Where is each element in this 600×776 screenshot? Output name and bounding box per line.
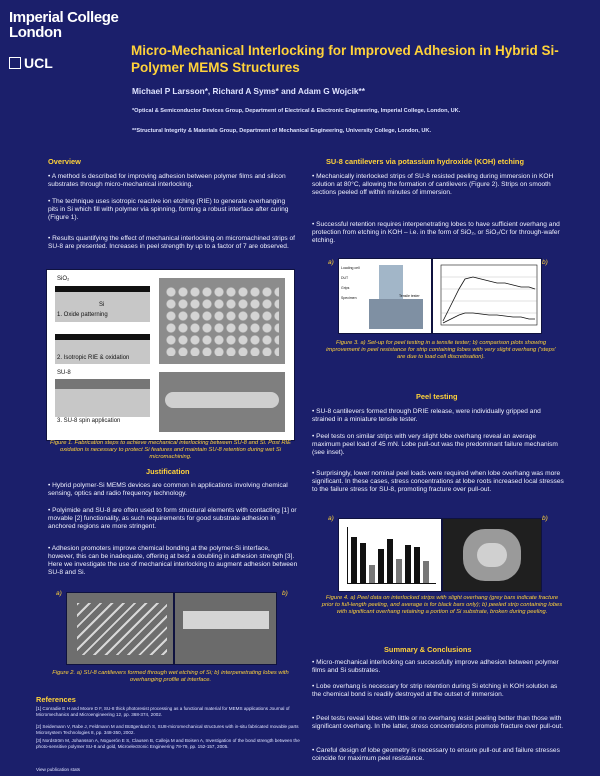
reference-3: [3] Nordström M, Johansson A, Noguerón E S, Clausen B, Calleja M and Boisen A, Investigation of the bond strength between the photo-sensitive polymer SU-8 and gold, Microelectronic Engineering 78-79, pp. 152-157, 2005. bbox=[36, 738, 300, 749]
fig1-step-3: 3. SU-8 spin application bbox=[57, 418, 121, 424]
peel-p2: • Peel tests on similar strips with very slight lobe overhang reveal an average maximum peel load of 45 mN. Lobe pull-out was the predominant failure mechanism (see inset). bbox=[312, 433, 558, 456]
affiliation-2: **Structural Integrity & Materials Group, Department of Mechanical Engineering, University College, London, UK. bbox=[132, 128, 432, 134]
figure-1-caption: Figure 1. Fabrication steps to achieve mechanical interlocking between SU-8 and Si. Post RIE oxidation is necessary to protect Si features and maintain SU-8 retention during wet Si micromachining. bbox=[49, 440, 291, 461]
summary-p4: • Careful design of lobe geometry is necessary to ensure pull-out and failure stresses coincide for maximum peel resistance. bbox=[312, 747, 560, 762]
fig3a-label-specimen: Specimen bbox=[341, 296, 357, 300]
fig4a-bar bbox=[396, 559, 402, 583]
figure-4b-label: b) bbox=[542, 515, 548, 522]
ucl-logo-text: UCL bbox=[24, 55, 53, 71]
fig4a-bar bbox=[414, 547, 420, 583]
summary-p2: • Lobe overhang is necessary for strip retention during Si etching in KOH solution as the chemical bond is readily destroyed at the outset of immersion. bbox=[312, 683, 558, 698]
fig1-micrograph-top bbox=[159, 278, 285, 364]
summary-p3: • Peel tests reveal lobes with little or no overhang resist peeling better than those with significant overhang. In the latter, stress concentrations promote fracture over pull-out. bbox=[312, 715, 564, 730]
view-publication-stats-link[interactable]: View publication stats bbox=[36, 767, 81, 772]
reference-1: [1] Conradie E H and Moore D F, SU-8 thick photoresist processing as a functional material for MEMS applications Journal of Micromechanics and Microengineering 12, pp. 368-374, 2002. bbox=[36, 706, 290, 717]
justification-p2: • Polyimide and SU-8 are often used to form structural elements with contacting [1] or movable [2] functionality, as such requirements for good substrate adhesion in anchored regions are more stringent. bbox=[48, 507, 297, 530]
figure-2-caption: Figure 2. a) SU-8 cantilevers formed through wet etching of Si; b) interpenetrating lobes with overhanging profile at interface. bbox=[52, 670, 289, 684]
summary-p1: • Micro-mechanical interlocking can successfully improve adhesion between polymer films and Si substrates. bbox=[312, 659, 559, 674]
ucl-logo bbox=[9, 55, 79, 71]
figure-4a bbox=[338, 518, 442, 592]
koh-p1: • Mechanically interlocked strips of SU-8 resisted peeling during immersion in KOH solution at 80°C, allowing the formation of cantilevers (Figure 2). Strips on smooth sections peeled off within minutes of immersion. bbox=[312, 173, 554, 196]
overview-heading: Overview bbox=[48, 157, 81, 166]
figure-2b bbox=[174, 592, 277, 665]
fig3b-plot-area bbox=[441, 265, 537, 325]
fig1-step-1: 1. Oxide patterning bbox=[57, 312, 108, 318]
justification-p3: • Adhesion promoters improve chemical bonding at the polymer-Si interface, however, this can be inadequate, offering at best a doubling in adhesion strength [3]. Here we investigate the use of mechanical interlocking to augment adhesion between SU-8 and Si. bbox=[48, 545, 298, 576]
figure-4a-label: a) bbox=[328, 515, 334, 522]
fig1-micrograph-bottom bbox=[159, 372, 285, 432]
fig3a-label-tensile-tester: Tensile tester bbox=[399, 294, 420, 298]
figure-4-caption: Figure 4. a) Peel data on interlocked strips with slight overhang (grey bars indicate fracture prior to full-length peeling, and average is for black bars only); b) peeled strip containing lobes with significant overhang retaining a portion of Si substrate, broken during peeling. bbox=[321, 595, 563, 616]
fig1-label-si: Si bbox=[99, 302, 105, 308]
peel-p1: • SU-8 cantilevers formed through DRIE release, were individually gripped and strained in a miniature tensile tester. bbox=[312, 408, 541, 423]
justification-heading: Justification bbox=[146, 467, 190, 476]
reference-2: [2] Seidemann V, Rabe J, Feldmann M and Büttgenbach S, SU8-micromechanical structures with in-situ fabricated movable parts Microsystem Technologies 8, pp. 348-350, 2002. bbox=[36, 724, 299, 735]
figure-4b bbox=[442, 518, 542, 592]
figure-3-caption: Figure 3. a) Set-up for peel testing in a tensile tester; b) comparison plots showing improvement in peel resistance for strip containing lobes with very slight overhang ('steps' are due to load cell discretisation). bbox=[326, 340, 556, 361]
affiliation-1: *Optical & Semiconductor Devices Group, Department of Electrical & Electronic Engineering, Imperial College, London, UK. bbox=[132, 108, 461, 114]
fig4a-bar bbox=[369, 565, 375, 583]
overview-p1: • A method is described for improving adhesion between polymer films and silicon substrates through micro-mechanical interlocking. bbox=[48, 173, 286, 188]
justification-p1: • Hybrid polymer-Si MEMS devices are common in applications involving chemical sensing, optics and radio frequency technology. bbox=[48, 482, 288, 497]
fig1-label-sio2: SiO₂ bbox=[57, 276, 70, 282]
fig4a-bar bbox=[351, 537, 357, 583]
figure-3b bbox=[432, 258, 542, 334]
ucl-crest-icon bbox=[9, 57, 21, 69]
imperial-logo: Imperial College London bbox=[9, 9, 119, 41]
fig4a-bar bbox=[378, 549, 384, 583]
poster-title: Micro-Mechanical Interlocking for Improved Adhesion in Hybrid Si-Polymer MEMS Structures bbox=[131, 43, 559, 75]
fig1-step-2: 2. Isotropic RIE & oxidation bbox=[57, 355, 130, 361]
poster-authors: Michael P Larsson*, Richard A Syms* and Adam G Wojcik** bbox=[132, 86, 366, 96]
fig4a-bars bbox=[351, 529, 429, 583]
peel-heading: Peel testing bbox=[416, 392, 458, 401]
koh-heading: SU-8 cantilevers via potassium hydroxide (KOH) etching bbox=[326, 157, 524, 166]
figure-1 bbox=[46, 269, 295, 441]
fig3a-labels bbox=[341, 263, 420, 301]
figure-3a-label: a) bbox=[328, 259, 334, 266]
fig3a-label-dut: DUT bbox=[341, 276, 349, 280]
figure-2a bbox=[66, 592, 174, 665]
fig3a-label-grips: Grips bbox=[341, 286, 350, 290]
fig4a-bar bbox=[405, 545, 411, 583]
fig3b-plot bbox=[433, 259, 541, 333]
figure-2a-label: a) bbox=[56, 590, 62, 597]
peel-p3: • Surprisingly, lower nominal peel loads were required when lobe overhang was more significant. In these cases, stress concentrations at lobe roots increased local stresses to the failure stress for SU-8, promoting fracture over pull-out. bbox=[312, 470, 564, 493]
figure-2b-label: b) bbox=[282, 590, 288, 597]
fig1-label-su8: SU-8 bbox=[57, 370, 71, 376]
koh-p2: • Successful retention requires interpenetrating lobes to have sufficient overhang and protection from etching in KOH – i.e. in the form of SiO₂, or SiO₂/Cr for through-wafer etching. bbox=[312, 221, 560, 244]
fig3a-label-loading-cell: Loading cell bbox=[341, 266, 360, 270]
fig4a-bar bbox=[387, 539, 393, 583]
figure-3b-label: b) bbox=[542, 259, 548, 266]
references-heading: References bbox=[36, 695, 76, 704]
overview-p3: • Results quantifying the effect of mechanical interlocking on micromachined strips of SU-8 are presented. Increases in peel strength by up to a factor of 7 are observed. bbox=[48, 235, 296, 250]
fig4a-bar bbox=[360, 543, 366, 583]
summary-heading: Summary & Conclusions bbox=[384, 645, 472, 654]
figure-3a bbox=[338, 258, 432, 334]
overview-p2: • The technique uses isotropic reactive ion etching (RIE) to generate overhanging pits in Si which fill with polymer via spinning, forming a robust interface after curing (Figure 1). bbox=[48, 198, 289, 221]
fig4a-bar bbox=[423, 561, 429, 583]
